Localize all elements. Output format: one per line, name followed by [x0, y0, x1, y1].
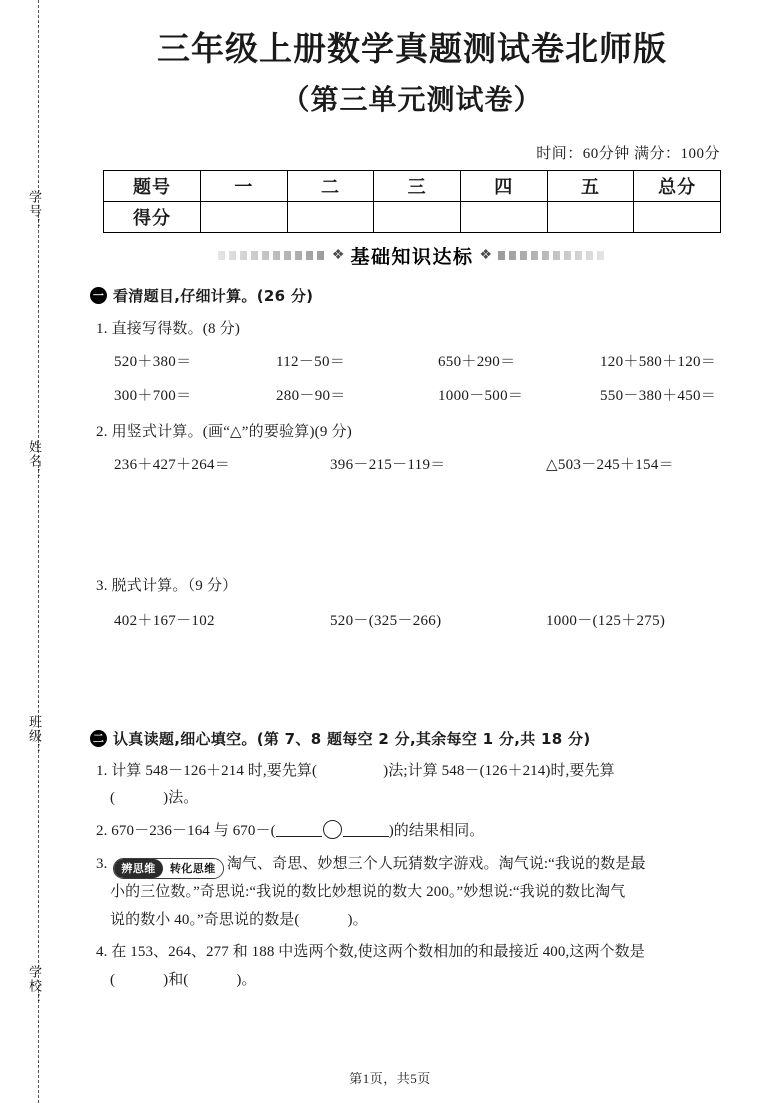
question-2-4-line2b: )和(	[163, 972, 189, 988]
table-row	[104, 171, 721, 202]
question-1-1-label: 1. 直接写得数。(8 分)	[96, 321, 241, 338]
section-banner	[62, 242, 762, 269]
question-1-3-label: 3. 脱式计算。（9 分）	[96, 577, 238, 594]
question-2-1-part1: 1. 计算 548－126＋214 时,要先算(	[96, 762, 318, 779]
question-2-2-suffix: )的结果相同。	[388, 823, 485, 839]
question-2-3-number: 3.	[96, 855, 108, 872]
question-2-4-line1: 4. 在 153、264、277 和 188 中选两个数,使这两个数相加的和最接近 400,这两个数是	[96, 944, 645, 961]
score-cell-total[interactable]	[634, 202, 721, 233]
question-2-3-line3b: )。	[347, 911, 368, 928]
score-cell-2[interactable]	[287, 202, 374, 233]
score-table	[103, 170, 721, 233]
banner-title: 基础知识达标	[350, 246, 474, 269]
margin-label-name: 姓名：	[27, 440, 42, 482]
badge-zhuanhua-siwei: 转化思维	[163, 859, 223, 878]
expression: 236＋427＋264＝	[114, 456, 231, 473]
margin-dashed-rule	[38, 0, 39, 1103]
question-2-3-line1: 淘气、奇思、妙想三个人玩猜数字游戏。淘气说:“我说的数是最	[226, 855, 646, 872]
expression: 120＋580＋120＝	[600, 354, 717, 370]
section-2-number: 二	[90, 730, 107, 747]
expression: 112－50＝	[276, 354, 346, 370]
section-1-number: 一	[90, 287, 107, 304]
score-table-col-4: 四	[460, 171, 547, 202]
expression: 650＋290＝	[438, 354, 516, 370]
table-row	[104, 202, 721, 233]
score-table-row-label: 题号	[104, 171, 201, 202]
question-2-3-line3a: 说的数小 40。”奇思说的数是(	[110, 911, 300, 928]
section-1-heading	[90, 285, 762, 306]
expression: △503－245＋154＝	[546, 456, 674, 473]
score-table-col-5: 五	[547, 171, 634, 202]
answer-blank-left[interactable]	[276, 836, 322, 837]
question-1-1-row-1	[114, 350, 762, 371]
question-2-1	[96, 758, 762, 814]
question-1-3-items	[114, 609, 762, 630]
banner-dash-left-icon	[218, 251, 326, 260]
question-2-1-part2: )法;计算 548－(126＋214)时,要先算	[383, 762, 615, 779]
expression: 300＋700＝	[114, 388, 192, 404]
expression: 520＋380＝	[114, 354, 192, 370]
question-2-1-part4: )法。	[163, 790, 199, 807]
margin-label-class: 班级：	[27, 715, 42, 757]
score-table-col-1: 一	[201, 171, 288, 202]
score-cell-1[interactable]	[201, 202, 288, 233]
section-2-title: 认真读题,细心填空。(第 7、8 题每空 2 分,其余每空 1 分,共 18 分)	[113, 729, 591, 748]
expression: 402＋167－102	[114, 612, 215, 629]
expression: 550－380＋450＝	[600, 388, 717, 404]
question-2-2-prefix: 2. 670－236－164 与 670－(	[96, 823, 276, 839]
page-subtitle: （第三单元测试卷）	[281, 85, 543, 117]
score-table-col-2: 二	[287, 171, 374, 202]
page-footer: 第1页，共5页	[349, 1071, 431, 1086]
score-cell-5[interactable]	[547, 202, 634, 233]
score-cell-4[interactable]	[460, 202, 547, 233]
question-1-1-row-2	[114, 384, 762, 405]
section-1-title: 看清题目,仔细计算。(26 分)	[113, 287, 314, 306]
expression: 396－215－119＝	[330, 456, 446, 473]
margin-label-student-id: 学号：	[27, 190, 42, 232]
score-table-row-label: 得分	[104, 202, 201, 233]
badge-bian-siwei: 辨思维	[114, 859, 163, 878]
work-area-vertical-calc[interactable]	[62, 474, 762, 574]
operator-circle-icon[interactable]	[323, 820, 342, 839]
page-content	[62, 0, 762, 995]
exam-meta: 时间：60分钟 满分：100分	[536, 146, 720, 163]
score-table-col-total: 总分	[634, 171, 721, 202]
section-2-heading	[90, 728, 762, 749]
answer-blank-right[interactable]	[343, 836, 389, 837]
page-title: 三年级上册数学真题测试卷北师版	[157, 32, 667, 68]
question-2-3	[96, 851, 762, 935]
margin-label-school: 学校：	[27, 965, 42, 1007]
banner-leaf-right-icon: ❖	[479, 247, 493, 263]
banner-dash-right-icon	[498, 251, 606, 260]
work-area-stepwise-calc[interactable]	[62, 630, 762, 718]
thinking-badge-group	[113, 858, 224, 879]
question-1-2-items	[114, 453, 762, 474]
score-cell-3[interactable]	[374, 202, 461, 233]
score-table-col-3: 三	[374, 171, 461, 202]
question-2-4-line2c: )。	[236, 972, 257, 988]
banner-leaf-left-icon: ❖	[331, 247, 345, 263]
expression: 1000－500＝	[438, 388, 524, 404]
question-1-2-label: 2. 用竖式计算。(画“△”的要验算)(9 分)	[96, 424, 352, 440]
question-2-2	[96, 818, 762, 846]
expression: 520－(325－266)	[330, 612, 442, 629]
question-2-3-line2: 小的三位数。”奇思说:“我说的数比妙想说的数大 200。”妙想说:“我说的数比淘气	[110, 883, 626, 900]
expression: 280－90＝	[276, 388, 346, 404]
question-2-4-line2a: (	[110, 972, 116, 988]
question-2-4	[96, 939, 762, 995]
expression: 1000－(125＋275)	[546, 612, 666, 629]
question-2-1-part3: (	[110, 790, 116, 807]
